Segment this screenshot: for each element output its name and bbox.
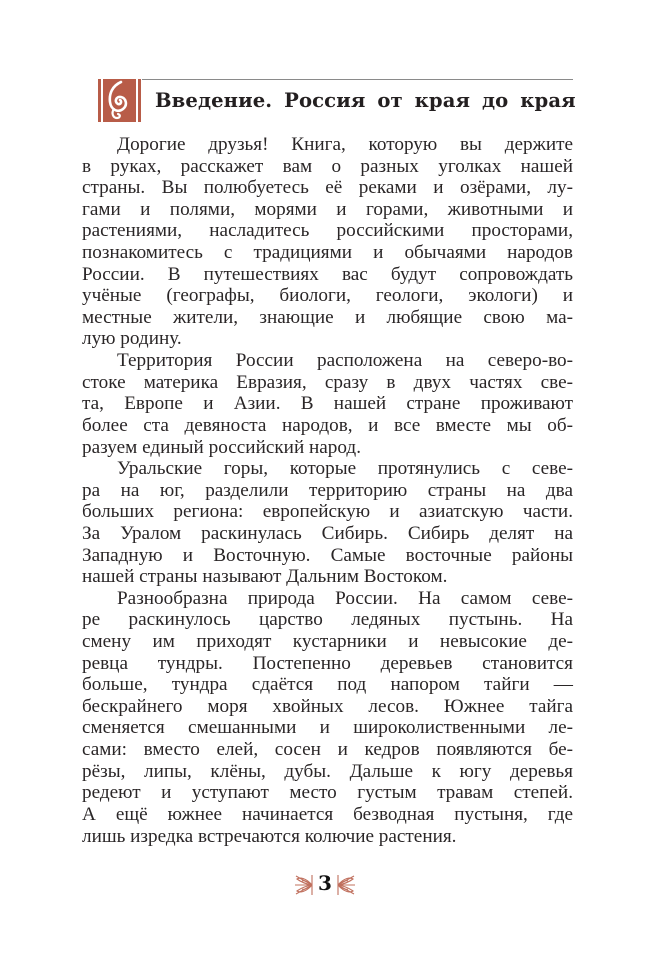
text-line: редеют и уступают место густым травам степей. bbox=[82, 782, 573, 804]
header-rule bbox=[142, 79, 573, 80]
chapter-title: Введение. Россия от края до края bbox=[155, 89, 576, 112]
spiral-emblem-icon bbox=[97, 78, 142, 122]
body-text bbox=[82, 134, 573, 847]
text-line: больше, тундра сдаётся под напором тайги — bbox=[82, 674, 573, 696]
page-number bbox=[294, 871, 356, 897]
text-line: разуем единый российский народ. bbox=[82, 436, 361, 458]
text-line: та, Европе и Азии. В нашей стране проживают bbox=[82, 393, 573, 415]
text-line: растениями, насладитесь российскими просторами, bbox=[82, 220, 573, 242]
text-line: ре раскинулось царство ледяных пустынь. На bbox=[82, 609, 573, 631]
page-number-text: 3 bbox=[318, 871, 332, 895]
text-line: сами: вместо елей, сосен и кедров появляются бе- bbox=[82, 739, 573, 761]
chapter-header bbox=[97, 78, 576, 124]
text-line: смену им приходят кустарники и невысокие де- bbox=[82, 631, 573, 653]
text-line: Территория России расположена на северо-во- bbox=[117, 350, 573, 372]
leaf-ornament-icon bbox=[336, 874, 356, 896]
text-line: учёные (географы, биологи, геологи, экологи) и bbox=[82, 285, 573, 307]
text-line: А ещё южнее начинается безводная пустыня, где bbox=[82, 803, 573, 825]
text-line: Разнообразна природа России. На самом севе- bbox=[117, 587, 573, 609]
text-line: местные жители, знающие и любящие свою ма- bbox=[82, 306, 573, 328]
text-line: Дорогие друзья! Книга, которую вы держите bbox=[117, 134, 573, 155]
text-line: России. В путешествиях вас будут сопровождать bbox=[82, 263, 573, 285]
text-line: сменяется смешанными и широколиственными ле- bbox=[82, 717, 573, 739]
text-line: лишь изредка встречаются колючие растения. bbox=[82, 825, 457, 847]
text-line: нашей страны называют Дальним Востоком. bbox=[82, 566, 448, 588]
text-line: в руках, расскажет вам о разных уголках нашей bbox=[82, 155, 573, 177]
text-line: ра на юг, разделили территорию страны на два bbox=[82, 479, 573, 501]
text-line: рёзы, липы, клёны, дубы. Дальше к югу деревья bbox=[82, 760, 573, 782]
text-line: более ста девяноста народов, и все вместе мы об- bbox=[82, 414, 573, 436]
text-line: лую родину. bbox=[82, 328, 182, 350]
text-line: страны. Вы полюбуетесь её реками и озёрами, лу- bbox=[82, 177, 573, 199]
text-line: Уральские горы, которые протянулись с севе- bbox=[117, 458, 573, 480]
text-line: ревца тундры. Постепенно деревьев становится bbox=[82, 652, 573, 674]
text-line: больших региона: европейскую и азиатскую части. bbox=[82, 501, 573, 523]
text-line: гами и полями, морями и горами, животными и bbox=[82, 198, 573, 220]
text-line: бескрайнего моря хвойных лесов. Южнее тайга bbox=[82, 695, 573, 717]
text-line: стоке материка Евразия, сразу в двух частях све- bbox=[82, 371, 573, 393]
text-line: познакомитесь с традициями и обычаями народов bbox=[82, 242, 573, 264]
leaf-ornament-icon bbox=[294, 874, 314, 896]
text-line: За Уралом раскинулась Сибирь. Сибирь делят на bbox=[82, 522, 573, 544]
text-line: Западную и Восточную. Самые восточные районы bbox=[82, 544, 573, 566]
